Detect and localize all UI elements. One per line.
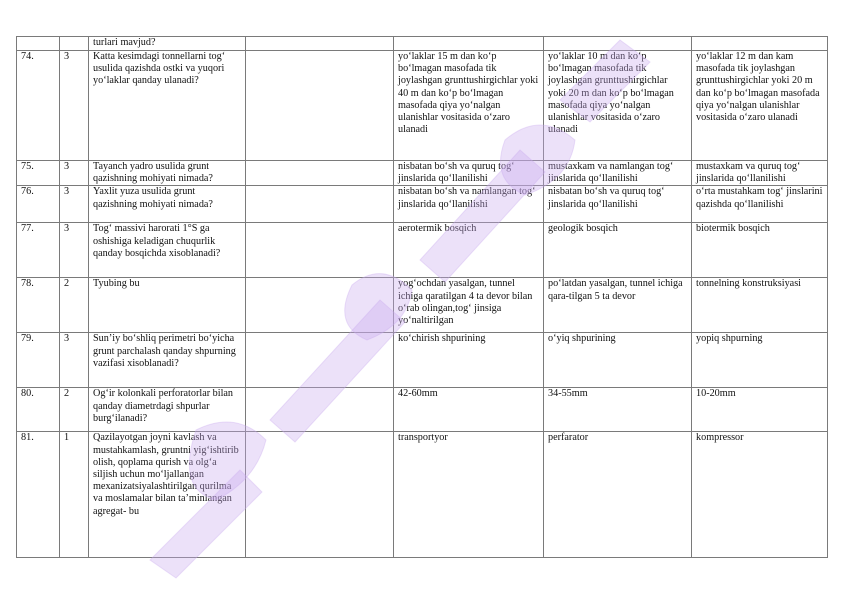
option-d: yopiq shpurning — [692, 333, 828, 388]
row-number: 81. — [17, 432, 60, 558]
answer-cell — [246, 333, 394, 388]
option-d: kompressor — [692, 432, 828, 558]
row-points: 2 — [60, 278, 89, 333]
question-text: Tog‘ massivi harorati 1°S ga oshishiga keladigan chuqurlik qanday bosqichda xisoblanadi? — [89, 223, 246, 278]
answer-cell — [246, 223, 394, 278]
answer-cell — [246, 51, 394, 161]
option-d: yo‘laklar 12 m dan kam masofada tik joylashgan grunttushirgichlar yoki 20 m dan ko‘p bo‘lmagan masofada qiya yo‘nalgan ulanishlar vositasida o‘zaro ulanadi — [692, 51, 828, 161]
option-c: geologik bosqich — [544, 223, 692, 278]
table-row — [17, 333, 828, 388]
option-c: perfarator — [544, 432, 692, 558]
table-row — [17, 51, 828, 161]
question-text: Yaxlit yuza usulida grunt qazishning mohiyati nimada? — [89, 186, 246, 223]
question-text: Sun’iy bo‘shliq perimetri bo‘yicha grunt parchalash qanday shpurning vazifasi xisoblanadi? — [89, 333, 246, 388]
option-b: yo‘laklar 15 m dan ko‘p bo‘lmagan masofada tik joylashgan grunttushirgichlar yoki 40 m dan ko‘p bo‘lmagan masofada qiya yo‘nalgan ulanishlar vositasida o‘zaro ulanadi — [394, 51, 544, 161]
row-number: 75. — [17, 161, 60, 186]
table-row — [17, 278, 828, 333]
option-c — [544, 37, 692, 51]
option-c: nisbatan bo‘sh va quruq tog‘ jinslarida qo‘llanilishi — [544, 186, 692, 223]
option-b — [394, 37, 544, 51]
question-text: Tyubing bu — [89, 278, 246, 333]
table-row — [17, 37, 828, 51]
table-row — [17, 186, 828, 223]
option-b: aerotermik bosqich — [394, 223, 544, 278]
row-points: 3 — [60, 161, 89, 186]
row-points: 3 — [60, 51, 89, 161]
option-b: nisbatan bo‘sh va quruq tog‘ jinslarida qo‘llanilishi — [394, 161, 544, 186]
row-number: 79. — [17, 333, 60, 388]
option-d: tonnelning konstruksiyasi — [692, 278, 828, 333]
question-text: Og‘ir kolonkali perforatorlar bilan qanday diametrdagi shpurlar burg‘ilanadi? — [89, 388, 246, 432]
row-points — [60, 37, 89, 51]
row-points: 2 — [60, 388, 89, 432]
option-c: mustaxkam va namlangan tog‘ jinslarida qo‘llanilishi — [544, 161, 692, 186]
option-d: biotermik bosqich — [692, 223, 828, 278]
question-text: turlari mavjud? — [89, 37, 246, 51]
option-d: o‘rta mustahkam tog‘ jinslarini qazishda qo‘llanilishi — [692, 186, 828, 223]
answer-cell — [246, 278, 394, 333]
row-number: 74. — [17, 51, 60, 161]
row-points: 3 — [60, 186, 89, 223]
option-c: po‘latdan yasalgan, tunnel ichiga qara-tilgan 5 ta devor — [544, 278, 692, 333]
table-row — [17, 432, 828, 558]
option-d: 10-20mm — [692, 388, 828, 432]
option-b: 42-60mm — [394, 388, 544, 432]
answer-cell — [246, 37, 394, 51]
row-points: 3 — [60, 223, 89, 278]
option-b: transportyor — [394, 432, 544, 558]
answer-cell — [246, 186, 394, 223]
option-b: ko‘chirish shpurining — [394, 333, 544, 388]
answer-cell — [246, 161, 394, 186]
table-row — [17, 161, 828, 186]
option-b: yog‘ochdan yasalgan, tunnel ichiga qaratilgan 4 ta devor bilan o‘rab olingan,tog‘ jinsiga yo‘naltirilgan — [394, 278, 544, 333]
option-c: 34-55mm — [544, 388, 692, 432]
row-number: 78. — [17, 278, 60, 333]
table-row — [17, 223, 828, 278]
question-table — [16, 36, 828, 558]
option-b: nisbatan bo‘sh va namlangan tog‘ jinslarida qo‘llanilishi — [394, 186, 544, 223]
row-number: 76. — [17, 186, 60, 223]
question-text: Qazilayotgan joyni kavlash va mustahkamlash, gruntni yig‘ishtirib olish, qoplama qurish va olg‘a siljish uchun mo‘ljallangan mexanizatsiyalashtirilgan qurilma va moslamalar bilan ta’minlangan agregat- bu — [89, 432, 246, 558]
row-number: 77. — [17, 223, 60, 278]
option-d: mustaxkam va quruq tog‘ jinslarida qo‘llanilishi — [692, 161, 828, 186]
question-text: Tayanch yadro usulida grunt qazishning mohiyati nimada? — [89, 161, 246, 186]
row-number — [17, 37, 60, 51]
row-number: 80. — [17, 388, 60, 432]
table-row — [17, 388, 828, 432]
option-c: o‘yiq shpurining — [544, 333, 692, 388]
answer-cell — [246, 388, 394, 432]
question-text: Katta kesimdagi tonnellarni tog‘ usulida qazishda ostki va yuqori yo‘laklar qanday ulanadi? — [89, 51, 246, 161]
option-c: yo‘laklar 10 m dan ko‘p bo‘lmagan masofada tik joylashgan grunttushirgichlar yoki 20 m dan ko‘p bo‘lmagan masofada qiya yo‘nalgan ulanishlar vositasida o‘zaro ulanadi — [544, 51, 692, 161]
row-points: 3 — [60, 333, 89, 388]
row-points: 1 — [60, 432, 89, 558]
answer-cell — [246, 432, 394, 558]
option-d — [692, 37, 828, 51]
